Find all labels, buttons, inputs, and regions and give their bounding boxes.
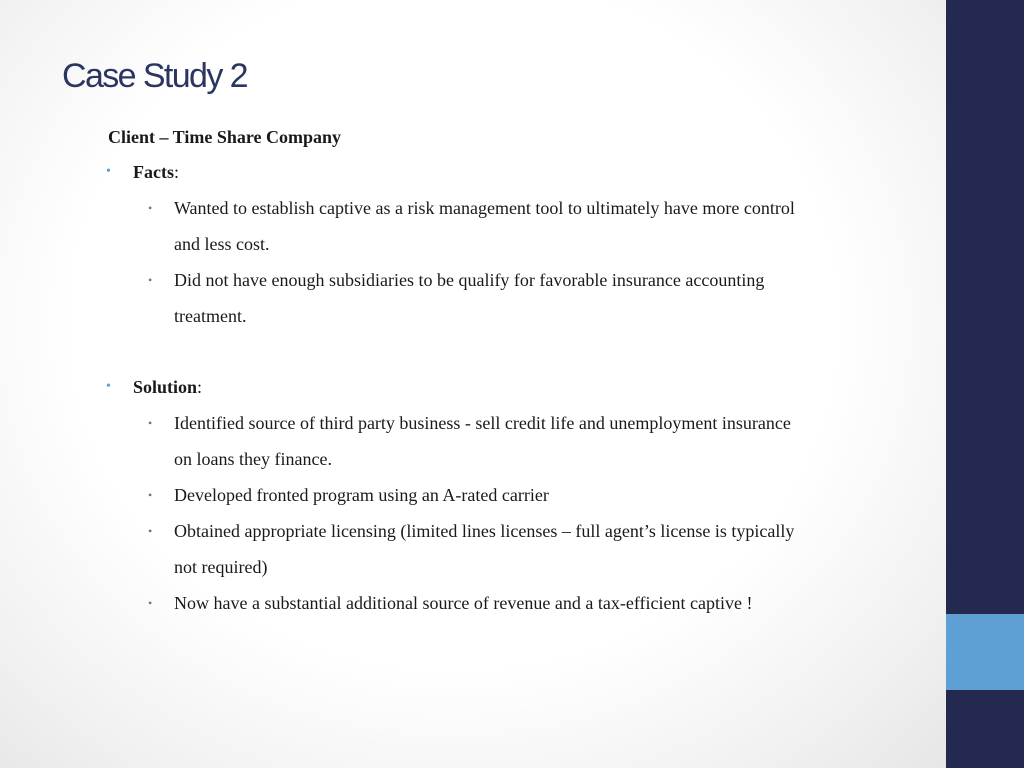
facts-label: Facts — [133, 162, 174, 182]
bullet-solution-3: • — [148, 524, 153, 538]
bullet-facts: • — [106, 164, 111, 179]
solution-item-1-line-1: Identified source of third party business - sell credit life and unemployment insurance — [174, 413, 791, 433]
solution-item-3-line-1: Obtained appropriate licensing (limited lines licenses – full agent’s license is typically — [174, 521, 795, 541]
section-solution-heading — [133, 374, 202, 400]
client-line: Client – Time Share Company — [108, 127, 342, 147]
bullet-solution-1: • — [148, 416, 153, 430]
facts-item-2-line-2: treatment. — [174, 306, 247, 326]
sidebar-accent-block — [946, 614, 1024, 690]
solution-item-1-line-2: on loans they finance. — [174, 449, 332, 469]
facts-item-1-line-1: Wanted to establish captive as a risk management tool to ultimately have more control — [174, 198, 795, 218]
solution-item-4-line-1: Now have a substantial additional source of revenue and a tax-efficient captive ! — [174, 593, 753, 613]
solution-colon: : — [197, 377, 203, 397]
section-facts-heading — [133, 159, 179, 185]
bullet-solution-4: • — [148, 596, 153, 610]
bullet-solution-2: • — [148, 488, 153, 502]
solution-item-3-line-2: not required) — [174, 557, 268, 577]
bullet-facts-2: • — [148, 273, 153, 287]
slide-title: Case Study 2 — [62, 57, 247, 95]
facts-colon: : — [173, 162, 179, 182]
facts-item-1-line-2: and less cost. — [174, 234, 270, 254]
facts-item-2-line-1: Did not have enough subsidiaries to be qualify for favorable insurance accounting — [174, 270, 765, 290]
bullet-facts-1: • — [148, 201, 153, 215]
bullet-solution: • — [106, 379, 111, 394]
solution-label: Solution — [133, 377, 198, 397]
solution-item-2-line-1: Developed fronted program using an A-rated carrier — [174, 485, 549, 505]
